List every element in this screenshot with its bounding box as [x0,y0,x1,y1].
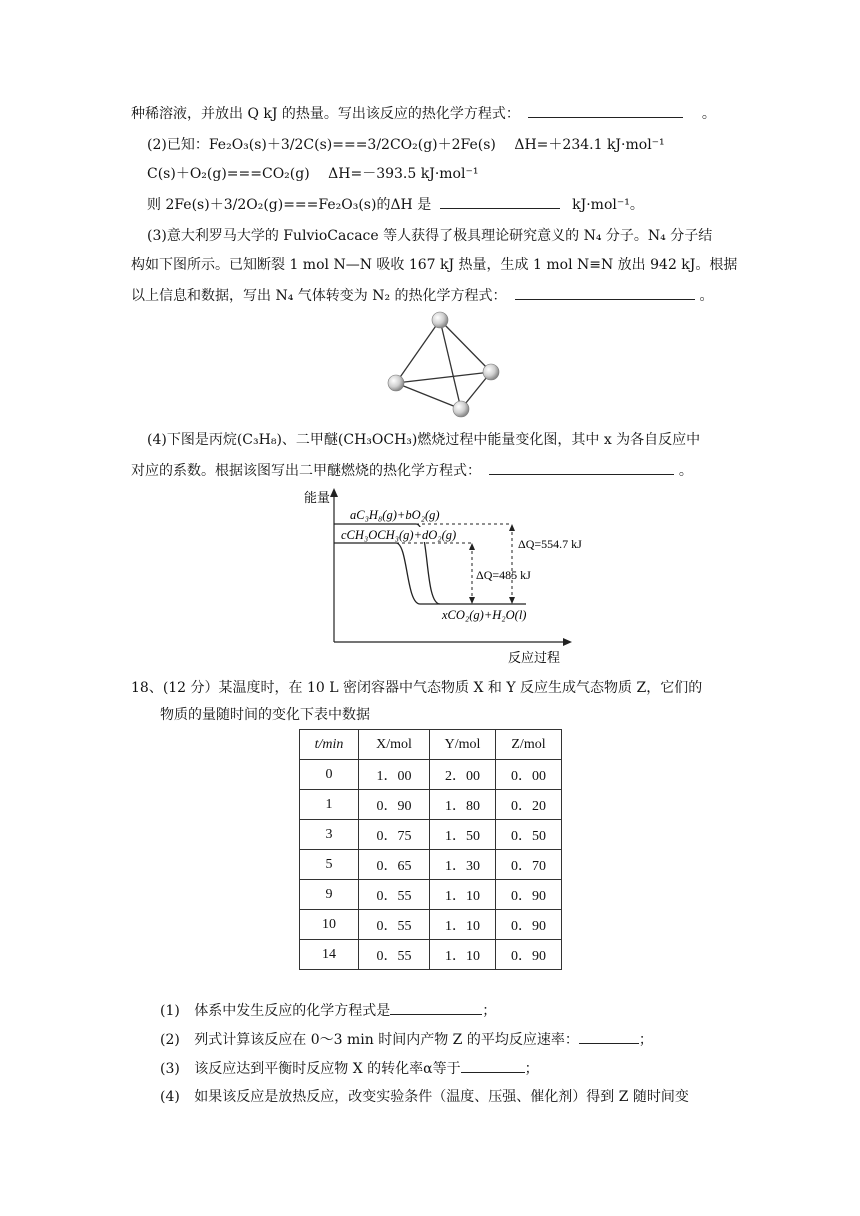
question-18-line-2: 物质的量随时间的变化下表中数据 [160,707,370,723]
line-4-unit: kJ·mol⁻¹。 [572,197,644,213]
table-cell: 0．75 [359,820,430,850]
table-cell: 2．00 [430,760,496,790]
table-cell: 0．55 [359,940,430,970]
line-2-dh: ΔH=＋234.1 kJ·mol⁻¹ [514,137,665,153]
propane-label: aC₃H₈(g)+bO₂(g) [350,508,440,522]
table-row [300,790,562,820]
answer-blank-2[interactable] [440,194,560,209]
line-3-equation: C(s)＋O₂(g)===CO₂(g) [147,166,310,182]
line-9-text: 对应的系数。根据该图写出二甲醚燃烧的热化学方程式： [131,463,481,479]
n-atom [453,401,469,417]
header-t: t/min [300,730,359,760]
table-cell: 1．30 [430,850,496,880]
text-line-2 [147,135,665,155]
answer-blank-7[interactable] [461,1058,525,1073]
text-line-7 [131,285,713,306]
table-cell: 1．10 [430,880,496,910]
header-z: Z/mol [496,730,562,760]
answer-blank-4[interactable] [489,460,674,475]
table-cell: 1．10 [430,940,496,970]
answer-blank-6[interactable] [579,1029,639,1044]
table-cell: 14 [300,940,359,970]
line-7-text: 以上信息和数据，写出 N₄ 气体转变为 N₂ 的热化学方程式： [131,288,507,304]
dq1-label: ΔQ=554.7 kJ [518,537,582,551]
data-table [299,729,562,970]
subquestion-3 [160,1058,539,1079]
table-cell: 0．70 [496,850,562,880]
header-y: Y/mol [430,730,496,760]
line-9-end: 。 [678,463,693,479]
table-row [300,850,562,880]
subquestion-2 [160,1029,653,1050]
table-cell: 0．90 [359,790,430,820]
table-row [300,880,562,910]
n-atom [483,364,499,380]
subquestion-1-end: ； [482,1003,497,1019]
table-row [300,910,562,940]
subquestion-3-number: (3) [160,1061,180,1077]
line-4-pre: 则 2Fe(s)＋3/2O₂(g)===Fe₂O₃(s)的ΔH 是 [147,197,432,213]
n4-molecule-diagram [380,306,510,425]
table-cell: 0 [300,760,359,790]
table-cell: 3 [300,820,359,850]
subquestion-4-number: (4) [160,1089,180,1105]
text-line-9 [131,460,693,481]
answer-blank-3[interactable] [515,285,695,300]
subquestion-3-text: 该反应达到平衡时反应物 X 的转化率α等于 [194,1061,461,1077]
subquestion-1-number: (1) [160,1003,180,1019]
subquestion-3-end: ； [524,1061,539,1077]
dq2-label: ΔQ=485 kJ [476,568,531,582]
text-line-1 [131,103,716,124]
table-row [300,940,562,970]
question-18-line-1: 18、(12 分）某温度时，在 10 L 密闭容器中气态物质 X 和 Y 反应生成气态物质 Z，它们的 [131,680,703,696]
table-cell: 9 [300,880,359,910]
text-line-5: (3)意大利罗马大学的 FulvioCacace 等人获得了极具理论研究意义的 N₄ 分子。N₄ 分子结 [147,228,713,244]
table-cell: 0．65 [359,850,430,880]
line-3-dh: ΔH=－393.5 kJ·mol⁻¹ [328,166,479,182]
header-x: X/mol [359,730,430,760]
table-cell: 0．20 [496,790,562,820]
line-2-pre: (2)已知： [147,137,209,153]
subquestion-4 [160,1087,689,1107]
table-cell: 0．90 [496,910,562,940]
energy-diagram [300,486,600,672]
n-atom [432,312,448,328]
subquestion-2-text: 列式计算该反应在 0～3 min 时间内产物 Z 的平均反应速率： [194,1032,579,1048]
line-1-end: 。 [701,106,716,122]
subquestion-2-number: (2) [160,1032,180,1048]
product-label: xCO₂(g)+H₂O(l) [442,608,527,622]
n-atom [388,375,404,391]
subquestion-4-text: 如果该反应是放热反应，改变实验条件（温度、压强、催化剂）得到 Z 随时间变 [194,1089,689,1105]
table-row [300,760,562,790]
answer-blank-5[interactable] [390,1000,482,1015]
table-cell: 1．50 [430,820,496,850]
table-header-row [300,730,562,760]
table-cell: 0．50 [496,820,562,850]
table-cell: 1．00 [359,760,430,790]
table-cell: 10 [300,910,359,940]
table-cell: 0．55 [359,910,430,940]
table-cell: 1．10 [430,910,496,940]
line-1-text: 种稀溶液，并放出 Q kJ 的热量。写出该反应的热化学方程式： [131,106,520,122]
table-cell: 0．00 [496,760,562,790]
table-cell: 0．55 [359,880,430,910]
subquestion-1-text: 体系中发生反应的化学方程式是 [194,1003,391,1019]
table-cell: 0．90 [496,940,562,970]
line-7-end: 。 [699,288,714,304]
text-line-4 [147,194,644,215]
answer-blank-1[interactable] [528,103,683,118]
subquestion-1 [160,1000,496,1021]
y-axis-label: 能量 [304,490,331,505]
text-line-6: 构如下图所示。已知断裂 1 mol N—N 吸收 167 kJ 热量，生成 1 mol N≡N 放出 942 kJ。根据 [131,257,738,273]
table-cell: 1 [300,790,359,820]
table-cell: 1．80 [430,790,496,820]
ether-label: cCH₃OCH₃(g)+dO₂(g) [341,528,457,542]
table-row [300,820,562,850]
table-cell: 0．90 [496,880,562,910]
subquestion-2-end: ； [638,1032,653,1048]
text-line-3 [147,164,478,184]
line-2-equation: Fe₂O₃(s)＋3/2C(s)===3/2CO₂(g)＋2Fe(s) [208,137,496,153]
x-axis-label: 反应过程 [508,650,561,665]
table-cell: 5 [300,850,359,880]
text-line-8: (4)下图是丙烷(C₃H₈)、二甲醚(CH₃OCH₃)燃烧过程中能量变化图，其中 x 为各自反应中 [147,432,701,448]
